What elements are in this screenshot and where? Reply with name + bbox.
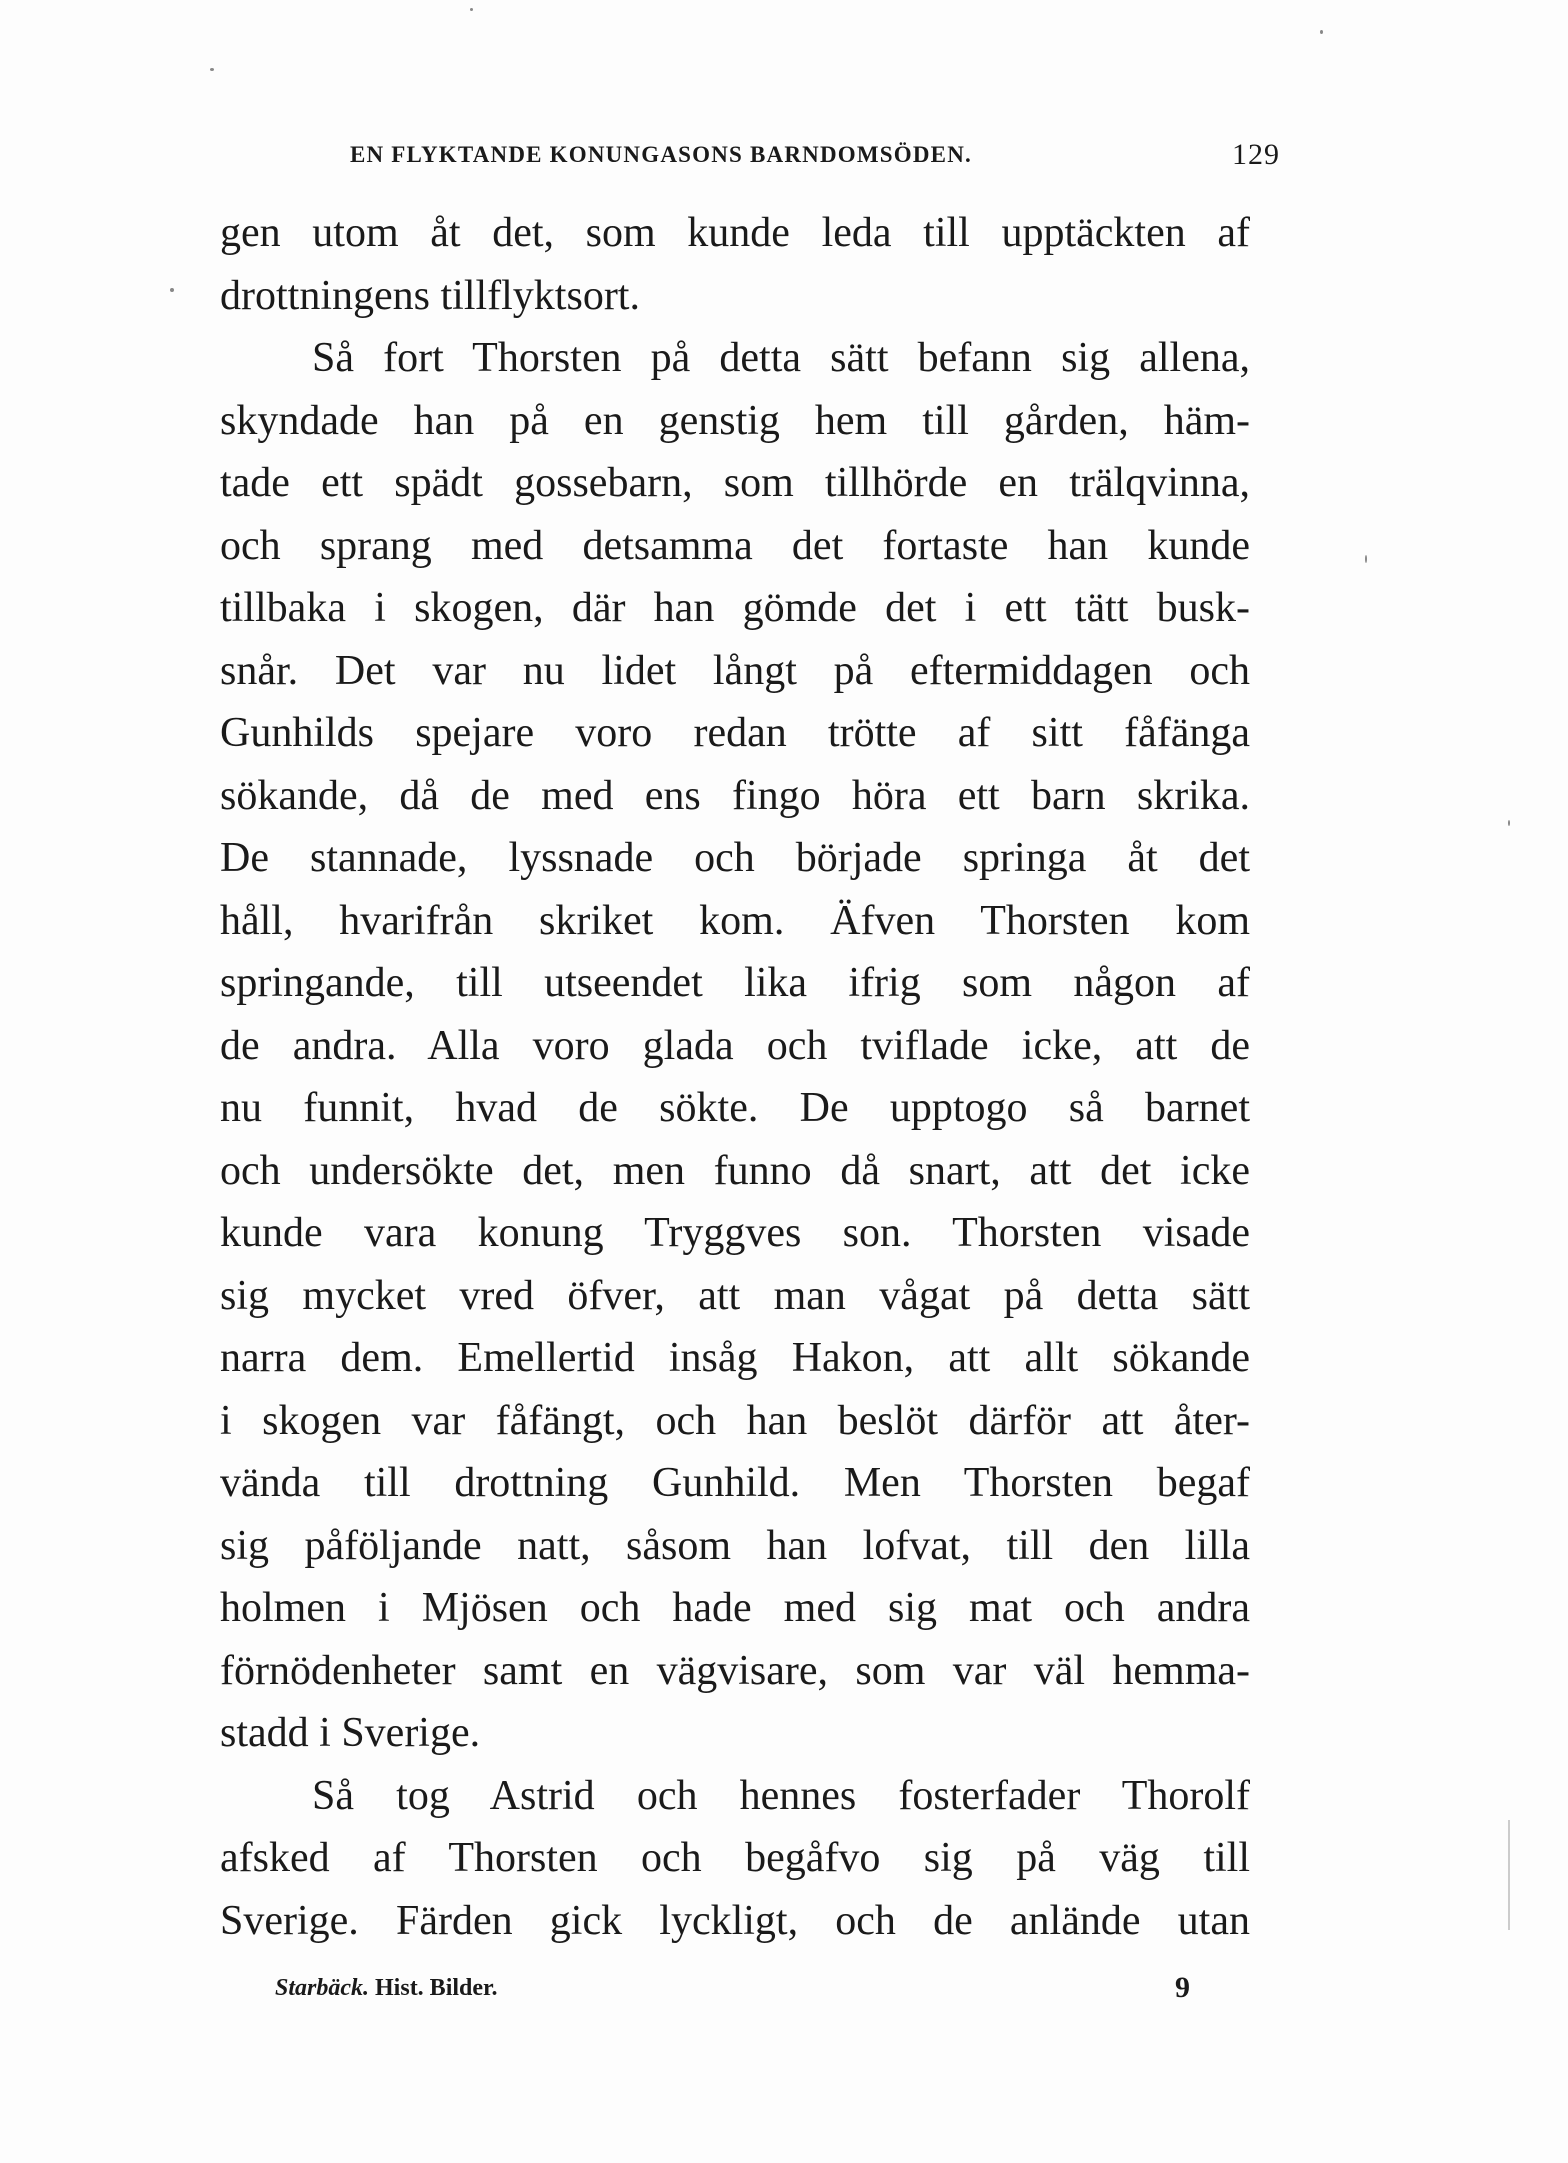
paragraph (220, 327, 1250, 1765)
text-line: i skogen var fåfängt, och han beslöt därför att åter- (220, 1397, 1250, 1444)
text-line: Sverige. Färden gick lyckligt, och de anlände utan (220, 1897, 1250, 1944)
text-line: förnödenheter samt en vägvisare, som var väl hemma- (220, 1647, 1250, 1694)
scan-speck (1320, 30, 1323, 34)
scan-speck (1508, 820, 1510, 826)
text-line: holmen i Mjösen och hade med sig mat och andra (220, 1585, 1250, 1631)
text-line: sökande, då de med ens fingo höra ett barn skrika. (220, 772, 1250, 819)
scan-speck (1365, 555, 1367, 563)
footer-work: Hist. Bilder. (375, 1975, 498, 2001)
text-line: håll, hvarifrån skriket kom. Äfven Thorsten kom (220, 897, 1250, 944)
text-line: drottningens tillflyktsort. (220, 272, 640, 319)
text-line: skyndade han på en genstig hem till gården, häm- (220, 397, 1250, 444)
text-line: stadd i Sverige. (220, 1710, 481, 1756)
text-line: sig mycket vred öfver, att man vågat på detta sätt (220, 1272, 1250, 1319)
paragraph (220, 202, 1250, 327)
text-line: De stannade, lyssnade och började springa åt det (220, 835, 1250, 881)
signature-mark (275, 1975, 497, 2002)
text-line: och undersökte det, men funno då snart, att det icke (220, 1147, 1250, 1194)
signature-footer (275, 1971, 1190, 2015)
text-line: sig påföljande natt, såsom han lofvat, till den lilla (220, 1522, 1250, 1569)
footer-author: Starbäck. (275, 1975, 370, 2001)
sheet-number: 9 (1175, 1971, 1190, 2004)
scan-speck (1508, 1820, 1510, 1930)
text-line: gen utom åt det, som kunde leda till upptäckten af (220, 210, 1250, 256)
text-line: nu funnit, hvad de sökte. De upptogo så barnet (220, 1085, 1250, 1131)
running-head (350, 138, 1280, 182)
body-text (220, 202, 1250, 1952)
scan-speck (210, 68, 214, 71)
text-line: narra dem. Emellertid insåg Hakon, att allt sökande (220, 1335, 1250, 1381)
scan-speck (470, 8, 473, 11)
paragraph (220, 1765, 1250, 1953)
text-line: snår. Det var nu lidet långt på eftermiddagen och (220, 647, 1250, 694)
text-line: tillbaka i skogen, där han gömde det i ett tätt busk- (220, 585, 1250, 631)
text-line: vända till drottning Gunhild. Men Thorsten begaf (220, 1460, 1250, 1506)
text-line: de andra. Alla voro glada och tviflade icke, att de (220, 1022, 1250, 1069)
text-line: kunde vara konung Tryggves son. Thorsten visade (220, 1210, 1250, 1256)
scan-speck (170, 288, 174, 292)
text-line: springande, till utseendet lika ifrig som någon af (220, 960, 1250, 1006)
text-line: Så fort Thorsten på detta sätt befann sig allena, (312, 335, 1250, 381)
page-number: 129 (1232, 138, 1280, 171)
text-line: Så tog Astrid och hennes fosterfader Thorolf (312, 1772, 1250, 1819)
text-line: afsked af Thorsten och begåfvo sig på väg till (220, 1835, 1250, 1881)
text-line: tade ett spädt gossebarn, som tillhörde en trälqvinna, (220, 460, 1250, 506)
text-line: och sprang med detsamma det fortaste han kunde (220, 522, 1250, 569)
running-head-title: EN FLYKTANDE KONUNGASONS BARNDOMSÖDEN. (350, 142, 972, 167)
text-line: Gunhilds spejare voro redan trötte af sitt fåfänga (220, 710, 1250, 756)
